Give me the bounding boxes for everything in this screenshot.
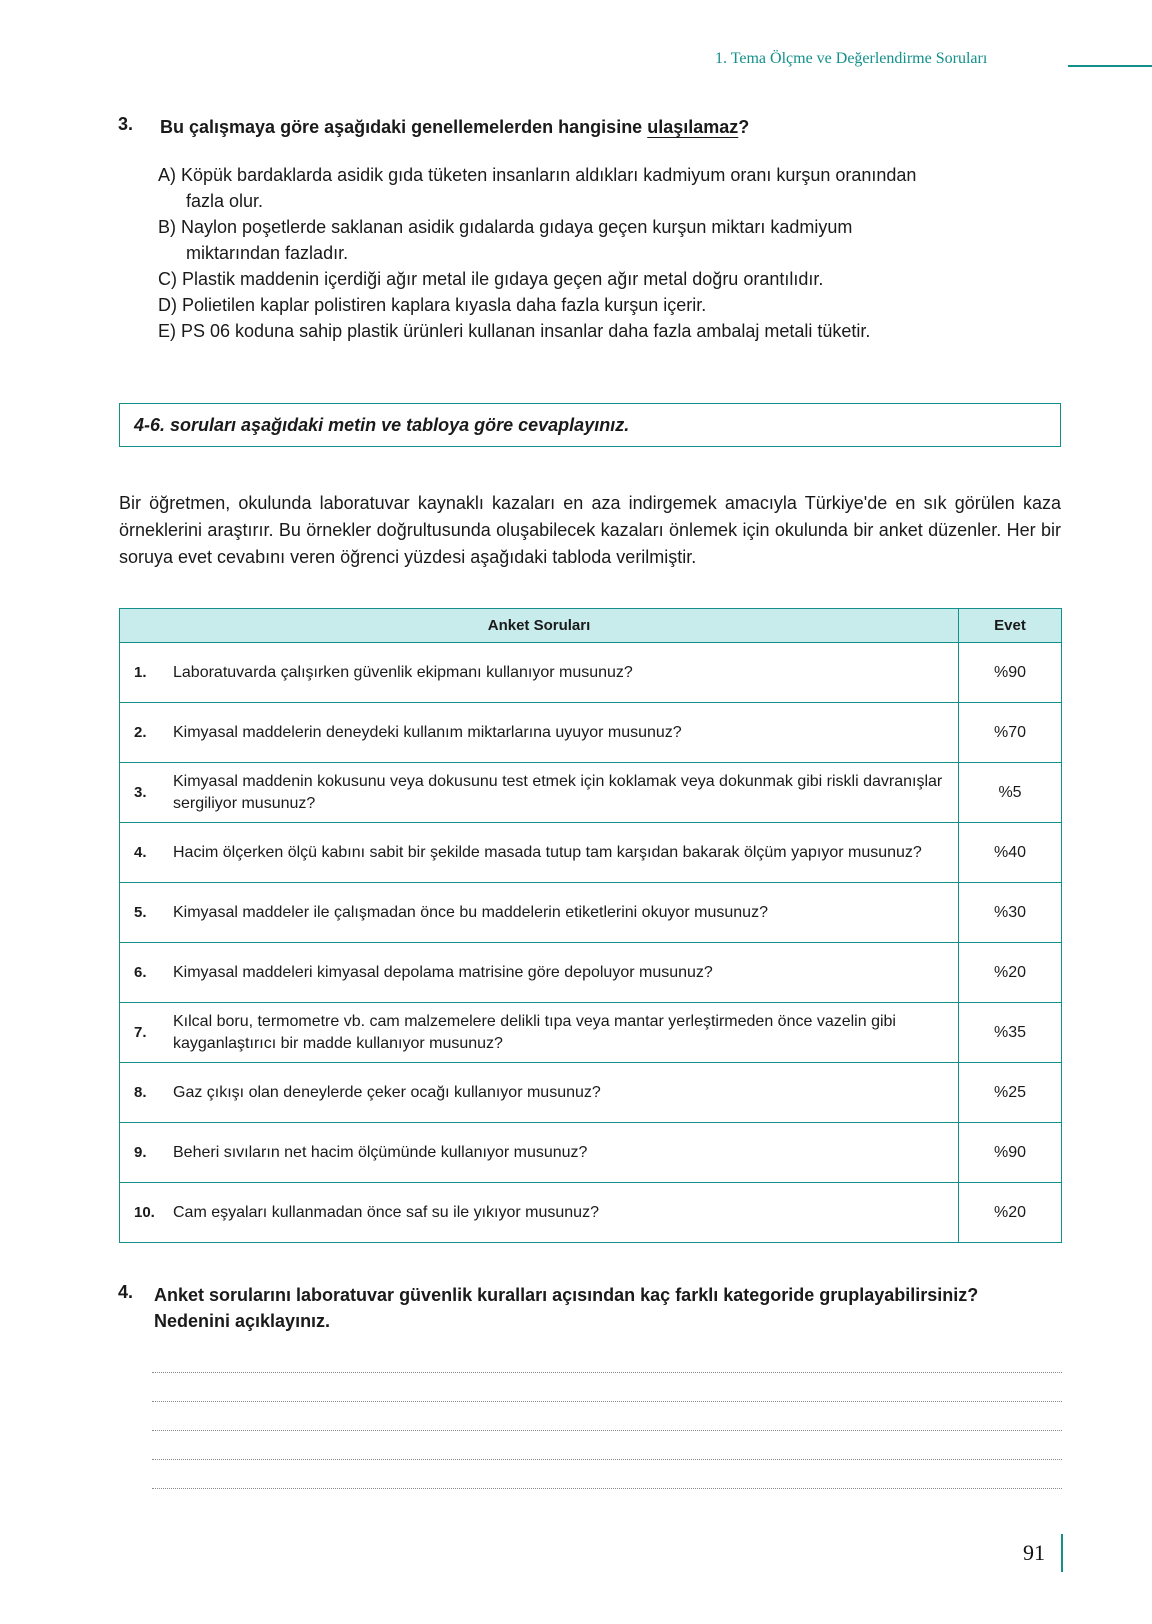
row-yes-percent: %90 <box>959 643 1062 703</box>
row-question: Beheri sıvıların net hacim ölçümünde kullanıyor musunuz? <box>165 1123 959 1183</box>
row-yes-percent: %25 <box>959 1063 1062 1123</box>
answer-line[interactable] <box>152 1459 1062 1460</box>
header-yes: Evet <box>959 609 1062 643</box>
table-row <box>120 823 1062 883</box>
row-yes-percent: %5 <box>959 763 1062 823</box>
answer-line[interactable] <box>152 1430 1062 1431</box>
instruction-box <box>119 403 1061 447</box>
table-row <box>120 703 1062 763</box>
option-c[interactable]: C) Plastik maddenin içerdiği ağır metal ile gıdaya geçen ağır metal doğru orantılıdır. <box>158 269 824 289</box>
option-d[interactable]: D) Polietilen kaplar polistiren kaplara kıyasla daha fazla kurşun içerir. <box>158 295 707 315</box>
row-number: 7. <box>120 1003 166 1063</box>
option-b[interactable]: B) Naylon poşetlerde saklanan asidik gıdalarda gıdaya geçen kurşun miktarı kadmiyum miktarından fazladır. <box>158 217 853 263</box>
row-yes-percent: %70 <box>959 703 1062 763</box>
table-row <box>120 943 1062 1003</box>
header-rule <box>1068 65 1152 67</box>
question-number: 3. <box>118 114 134 134</box>
chapter-header-title: 1. Tema Ölçme ve Değerlendirme Soruları <box>715 50 988 67</box>
header-questions: Anket Soruları <box>120 609 959 643</box>
row-question: Cam eşyaları kullanmadan önce saf su ile yıkıyor musunuz? <box>165 1183 959 1243</box>
row-question: Hacim ölçerken ölçü kabını sabit bir şekilde masada tutup tam karşıdan bakarak ölçüm yapıyor musunuz? <box>165 823 959 883</box>
question-3 <box>118 114 1058 344</box>
table-row <box>120 883 1062 943</box>
row-number: 5. <box>120 883 166 943</box>
row-yes-percent: %20 <box>959 943 1062 1003</box>
table-row <box>120 763 1062 823</box>
answer-line[interactable] <box>152 1488 1062 1489</box>
row-question: Kılcal boru, termometre vb. cam malzemelere delikli tıpa veya mantar yerleştirmeden önce vazelin gibi kayganlaştırıcı bir madde kullanıyor musunuz? <box>165 1003 959 1063</box>
option-a[interactable]: A) Köpük bardaklarda asidik gıda tüketen insanların aldıkları kadmiyum oranı kurşun oranından fazla olur. <box>158 165 917 211</box>
question-number: 4. <box>118 1282 134 1302</box>
row-question: Kimyasal maddelerin deneydeki kullanım miktarlarına uyuyor musunuz? <box>165 703 959 763</box>
row-number: 3. <box>120 763 166 823</box>
row-yes-percent: %20 <box>959 1183 1062 1243</box>
option-e[interactable]: E) PS 06 koduna sahip plastik ürünleri kullanan insanlar daha fazla ambalaj metali tüketir. <box>158 321 871 341</box>
row-yes-percent: %40 <box>959 823 1062 883</box>
table-row <box>120 1063 1062 1123</box>
row-yes-percent: %35 <box>959 1003 1062 1063</box>
answer-options <box>158 162 1058 344</box>
table-row <box>120 1123 1062 1183</box>
question-text: Anket sorularını laboratuvar güvenlik kuralları açısından kaç farklı kategoride gruplayabilirsiniz? Nedenini açıklayınız. <box>154 1285 979 1331</box>
row-number: 10. <box>120 1183 166 1243</box>
instruction-text: 4-6. soruları aşağıdaki metin ve tabloya göre cevaplayınız. <box>134 415 630 435</box>
question-4 <box>118 1282 1058 1334</box>
intro-paragraph: Bir öğretmen, okulunda laboratuvar kaynaklı kazaları en aza indirgemek amacıyla Türkiye'de en sık görülen kaza örneklerini araştırır. Bu örnekler doğrultusunda oluşabilecek kazaları önlemek için okulunda bir anket düzenler. Her bir soruya evet cevabını veren öğrenci yüzdesi aşağıdaki tabloda verilmiştir. <box>119 493 1061 567</box>
row-number: 2. <box>120 703 166 763</box>
table-row <box>120 1003 1062 1063</box>
row-yes-percent: %90 <box>959 1123 1062 1183</box>
survey-table <box>119 608 1062 1243</box>
emphasized-word: ulaşılamaz <box>647 117 739 137</box>
table-row <box>120 643 1062 703</box>
row-number: 8. <box>120 1063 166 1123</box>
row-number: 1. <box>120 643 166 703</box>
row-number: 6. <box>120 943 166 1003</box>
row-question: Gaz çıkışı olan deneylerde çeker ocağı kullanıyor musunuz? <box>165 1063 959 1123</box>
page-number-rule <box>1061 1534 1063 1572</box>
row-question: Kimyasal maddeler ile çalışmadan önce bu maddelerin etiketlerini okuyor musunuz? <box>165 883 959 943</box>
question-text: Bu çalışmaya göre aşağıdaki genellemelerden hangisine ulaşılamaz? <box>160 117 750 137</box>
row-number: 9. <box>120 1123 166 1183</box>
row-question: Kimyasal maddeleri kimyasal depolama matrisine göre depoluyor musunuz? <box>165 943 959 1003</box>
table-row <box>120 1183 1062 1243</box>
page-number: 91 <box>1023 1540 1045 1565</box>
row-question: Laboratuvarda çalışırken güvenlik ekipmanı kullanıyor musunuz? <box>165 643 959 703</box>
row-yes-percent: %30 <box>959 883 1062 943</box>
table-header-row <box>120 609 1062 643</box>
answer-line[interactable] <box>152 1401 1062 1402</box>
answer-line[interactable] <box>152 1372 1062 1373</box>
row-question: Kimyasal maddenin kokusunu veya dokusunu test etmek için koklamak veya dokunmak gibi riskli davranışlar sergiliyor musunuz? <box>165 763 959 823</box>
row-number: 4. <box>120 823 166 883</box>
